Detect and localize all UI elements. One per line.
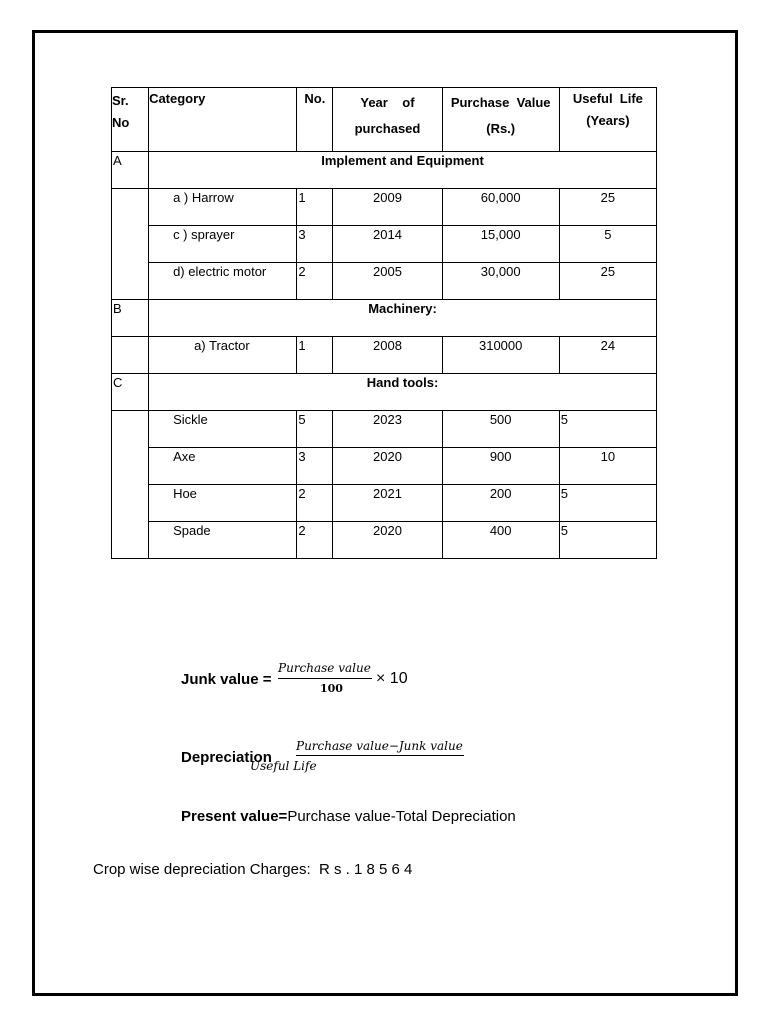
present-value-formula — [181, 808, 516, 825]
fraction-line — [296, 755, 464, 756]
section-code: C — [112, 374, 149, 411]
header-value-line1: Purchase Value — [450, 95, 551, 110]
table-header-row — [112, 88, 657, 152]
depreciation-label: Depreciation — [181, 749, 272, 766]
row-value: 15,000 — [442, 226, 559, 263]
row-life: 5 — [559, 522, 656, 559]
crop-wise-label: Crop wise depreciation Charges: — [93, 861, 311, 878]
row-no: 3 — [297, 448, 333, 485]
table-row — [112, 411, 657, 448]
row-year: 2008 — [333, 337, 442, 374]
junk-value-numerator: Purchase value — [278, 661, 371, 675]
header-year-line1: Year of — [360, 95, 415, 110]
depreciation-denominator: Useful Life — [250, 759, 317, 773]
depreciation-numerator: Purchase value−Junk value — [296, 739, 463, 753]
header-sr-no-line2: No — [112, 115, 130, 130]
section-spacer — [112, 189, 149, 300]
crop-wise-value: R s . 1 8 5 6 4 — [318, 861, 413, 878]
row-life: 24 — [559, 337, 656, 374]
row-value: 400 — [442, 522, 559, 559]
row-life: 5 — [559, 226, 656, 263]
row-no: 2 — [297, 263, 333, 300]
asset-table — [111, 87, 657, 559]
section-title: Hand tools: — [149, 374, 657, 411]
row-category: a ) Harrow — [149, 189, 297, 226]
row-life: 10 — [559, 448, 656, 485]
row-value: 310000 — [442, 337, 559, 374]
table-row — [112, 337, 657, 374]
row-life: 25 — [559, 189, 656, 226]
header-category: Category — [149, 88, 297, 152]
row-year: 2009 — [333, 189, 442, 226]
section-code: B — [112, 300, 149, 337]
row-life: 25 — [559, 263, 656, 300]
row-value: 30,000 — [442, 263, 559, 300]
table-row — [112, 189, 657, 226]
row-year: 2014 — [333, 226, 442, 263]
table-row — [112, 226, 657, 263]
section-title: Implement and Equipment — [149, 152, 657, 189]
section-row-c — [112, 374, 657, 411]
row-year: 2023 — [333, 411, 442, 448]
header-life-line2: (Years) — [586, 113, 630, 128]
row-no: 2 — [297, 485, 333, 522]
table-row — [112, 485, 657, 522]
row-no: 1 — [297, 337, 333, 374]
table-row — [112, 522, 657, 559]
header-year — [333, 88, 442, 152]
row-category: Hoe — [149, 485, 297, 522]
row-value: 900 — [442, 448, 559, 485]
header-life — [559, 88, 656, 152]
header-year-line2: purchased — [354, 121, 421, 136]
header-sr-no — [112, 88, 149, 152]
row-no: 1 — [297, 189, 333, 226]
section-spacer — [112, 337, 149, 374]
row-category: a) Tractor — [149, 337, 297, 374]
row-category: Axe — [149, 448, 297, 485]
present-value-expression: Purchase value-Total Depreciation — [287, 808, 516, 825]
row-category: Sickle — [149, 411, 297, 448]
present-value-label: Present value= — [181, 808, 288, 825]
table-row — [112, 448, 657, 485]
row-no: 3 — [297, 226, 333, 263]
section-row-a — [112, 152, 657, 189]
row-category: c ) sprayer — [149, 226, 297, 263]
row-value: 60,000 — [442, 189, 559, 226]
section-row-b — [112, 300, 657, 337]
fraction-line — [278, 678, 372, 679]
header-life-line1: Useful Life — [572, 91, 643, 106]
row-no: 5 — [297, 411, 333, 448]
row-life: 5 — [559, 411, 656, 448]
header-sr-no-line1: Sr. — [112, 93, 129, 108]
header-value-line2: (Rs.) — [486, 121, 516, 136]
row-category: d) electric motor — [149, 263, 297, 300]
row-year: 2021 — [333, 485, 442, 522]
row-no: 2 — [297, 522, 333, 559]
section-title: Machinery: — [149, 300, 657, 337]
row-category: Spade — [149, 522, 297, 559]
header-no: No. — [297, 88, 333, 152]
row-year: 2020 — [333, 448, 442, 485]
row-year: 2005 — [333, 263, 442, 300]
row-life: 5 — [559, 485, 656, 522]
section-code: A — [112, 152, 149, 189]
row-year: 2020 — [333, 522, 442, 559]
crop-wise-depreciation — [93, 861, 412, 878]
header-value — [442, 88, 559, 152]
row-value: 500 — [442, 411, 559, 448]
table-row — [112, 263, 657, 300]
row-value: 200 — [442, 485, 559, 522]
junk-value-label: Junk value = — [181, 671, 272, 688]
section-spacer — [112, 411, 149, 559]
junk-value-multiplier: × 10 — [376, 670, 408, 687]
junk-value-denominator: 100 — [320, 682, 343, 695]
